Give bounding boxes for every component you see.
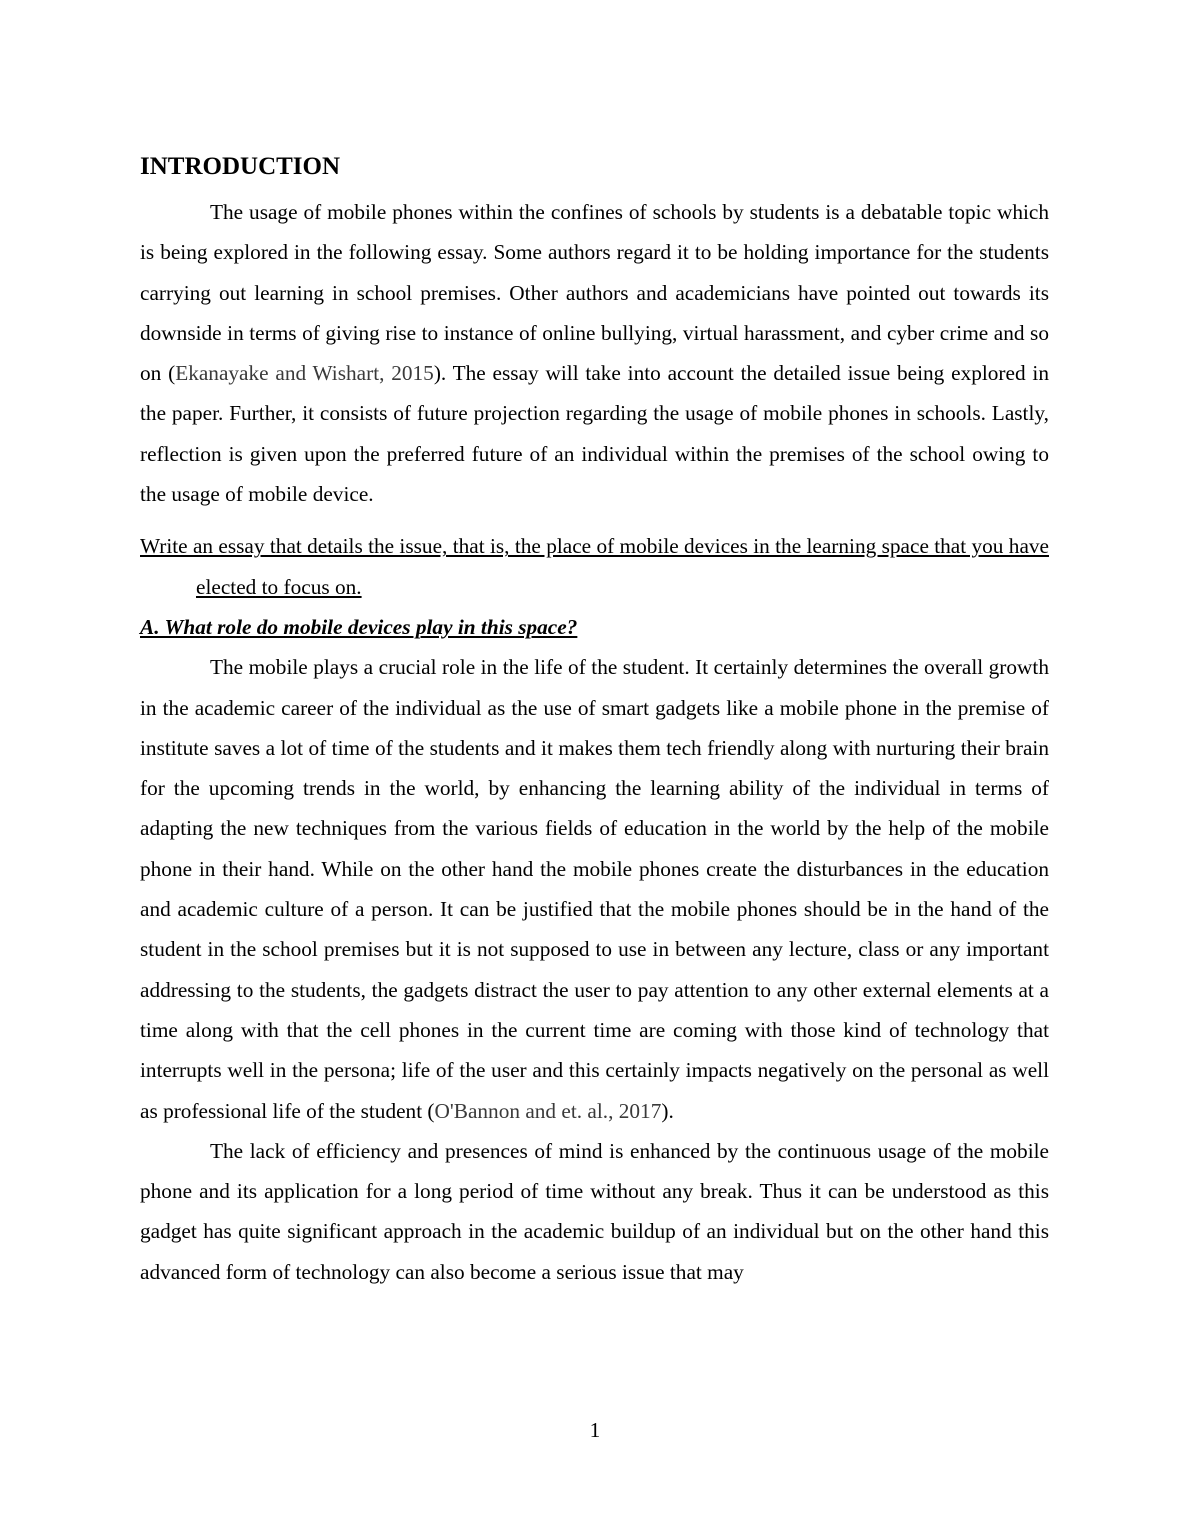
essay-question: Write an essay that details the issue, that is, the place of mobile devices in the learning space that you have elected to focus on. [140,534,1049,599]
para1-citation: O'Bannon and et. al., 2017 [434,1098,662,1123]
intro-citation: Ekanayake and Wishart, 2015 [175,361,434,386]
subheading: A. What role do mobile devices play in this space? [140,614,578,639]
intro-text-before: The usage of mobile phones within the confines of schools by students is a debatable topic which is being explored in the following essay. Some authors regard it to be holding importance for the students carrying out learning in school premises. Other authors and academicians have pointed out towards its downside in terms of giving rise to instance of online bullying, virtual harassment, and cyber crime and so on ( [140,200,1049,386]
document-page [140,150,1049,1292]
section-heading: INTRODUCTION [140,153,341,180]
para1-text-before: The mobile plays a crucial role in the life of the student. It certainly determines the overall growth in the academic career of the individual as the use of smart gadgets like a mobile phone in the premise of institute saves a lot of time of the students and it makes them tech friendly along with nurturing their brain for the upcoming trends in the world, by enhancing the learning ability of the individual in terms of adapting the new techniques from the various fields of education in the world by the help of the mobile phone in their hand. While on the other hand the mobile phones create the disturbances in the education and academic culture of a person. It can be justified that the mobile phones should be in the hand of the student in the school premises but it is not supposed to use in between any lecture, class or any important addressing to the students, the gadgets distract the user to pay attention to any other external elements at a time along with that the cell phones in the current time are coming with those kind of technology that interrupts well in the persona; life of the user and this certainly impacts negatively on the personal as well as professional life of the student ( [140,655,1049,1123]
para1-text-after: ). [661,1098,674,1123]
intro-text-after: ). The essay will take into account the detailed issue being explored in the paper. Further, it consists of future projection regarding the usage of mobile phones in schools. Lastly, reflection is given upon the preferred future of an individual within the premises of the school owing to the usage of mobile device. [140,361,1049,507]
page-number: 1 [589,1418,601,1442]
body-paragraph-1 [140,647,1049,1131]
body-paragraph-2: The lack of efficiency and presences of mind is enhanced by the continuous usage of the mobile phone and its application for a long period of time without any break. Thus it can be understood as this gadget has quite significant approach in the academic buildup of an individual but on the other hand this advanced form of technology can also become a serious issue that may [140,1138,1049,1284]
spacer [140,514,1049,526]
intro-paragraph [140,192,1049,514]
